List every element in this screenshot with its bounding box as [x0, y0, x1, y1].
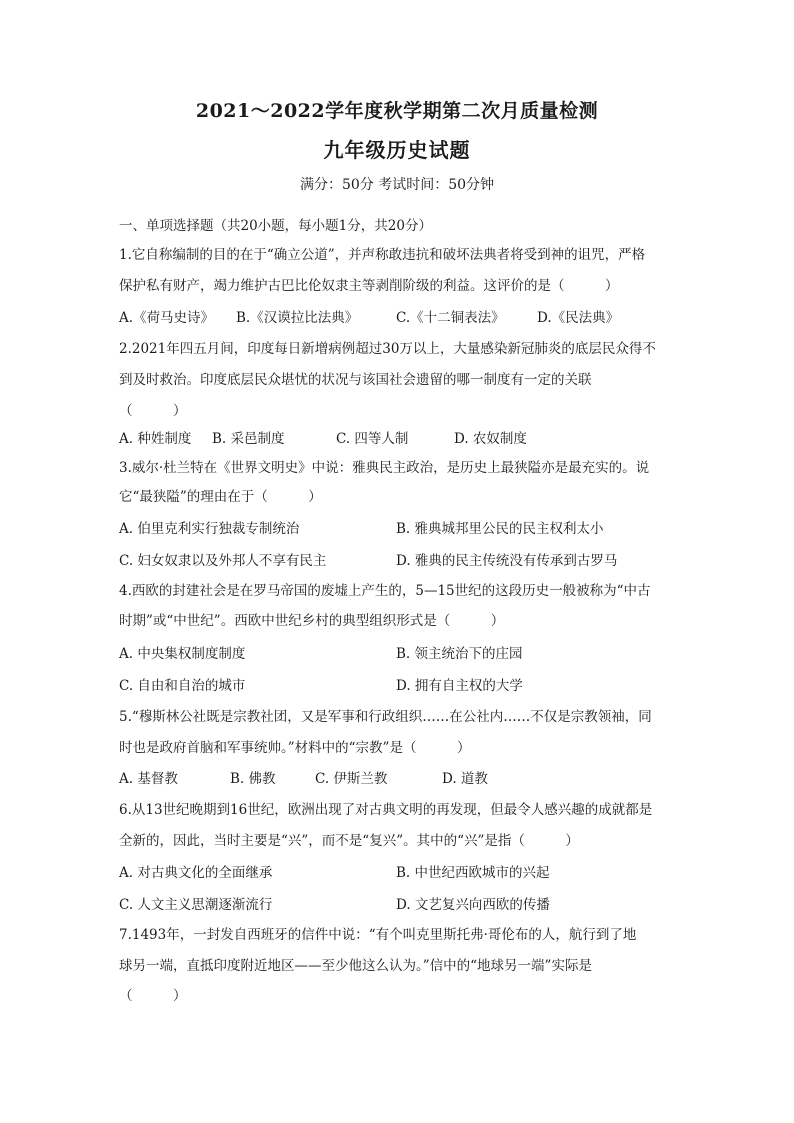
question-1-option-d: D.《民法典》: [537, 310, 620, 326]
question-2-option-b: B. 采邑制度: [212, 431, 285, 447]
question-4-option-a: A. 中央集权制度制度: [119, 646, 246, 662]
question-5-option-a: A. 基督教: [119, 771, 178, 787]
question-1-option-b: B.《汉谟拉比法典》: [236, 310, 359, 326]
question-4-line-1: 4.西欧的封建社会是在罗马帝国的废墟上产生的，5—15世纪的这段历史一般被称为“中古: [119, 583, 651, 599]
question-1-option-c: C.《十二铜表法》: [396, 310, 505, 326]
question-6-option-a: A. 对古典文化的全面继承: [119, 865, 273, 881]
question-6-option-b: B. 中世纪西欧城市的兴起: [396, 865, 550, 881]
question-5-option-c: C. 伊斯兰教: [315, 771, 388, 787]
question-2-line-1: 2.2021年四五月间，印度每日新增病例超过30万以上，大量感染新冠肺炎的底层民众得不: [119, 341, 656, 357]
question-4-option-d: D. 拥有自主权的大学: [396, 678, 523, 694]
question-7-line-1: 7.1493年，一封发自西班牙的信件中说：“有个叫克里斯托弗·哥伦布的人，航行到了地: [119, 927, 637, 943]
question-7-line-3: （ ）: [119, 988, 187, 1004]
question-3-option-b: B. 雅典城邦里公民的民主权利太小: [396, 521, 604, 537]
question-2-line-3: （ ）: [119, 403, 187, 419]
question-3-line-2: 它“最狭隘”的理由在于（ ）: [119, 489, 322, 505]
question-2-line-2: 到及时救治。印度底层民众堪忧的状况与该国社会遗留的哪一制度有一定的关联: [119, 372, 592, 388]
question-2-option-c: C. 四等人制: [336, 431, 409, 447]
exam-subtitle: 九年级历史试题: [323, 138, 471, 162]
question-4-option-c: C. 自由和自治的城市: [119, 678, 246, 694]
question-1-option-a: A.《荷马史诗》: [119, 310, 215, 326]
question-7-line-2: 球另一端，直抵印度附近地区——至少他这么认为。”信中的“地球另一端”实际是: [119, 958, 592, 974]
exam-title: 2021～2022学年度秋学期第二次月质量检测: [195, 100, 599, 122]
question-4-line-2: 时期”或“中世纪”。西欧中世纪乡村的典型组织形式是（ ）: [119, 613, 505, 629]
question-3-option-c: C. 妇女奴隶以及外邦人不享有民主: [119, 553, 327, 569]
question-3-option-a: A. 伯里克利实行独裁专制统治: [119, 521, 300, 537]
question-5-line-1: 5.“穆斯林公社既是宗教社团，又是军事和行政组织……在公社内……不仅是宗教领袖，同: [119, 709, 652, 725]
exam-meta: 满分：50分 考试时间：50分钟: [299, 177, 495, 193]
question-5-option-b: B. 佛教: [230, 771, 276, 787]
question-6-option-c: C. 人文主义思潮逐渐流行: [119, 897, 273, 913]
question-1-line-1: 1.它自称编制的目的在于“确立公道”，并声称敢违抗和破坏法典者将受到神的诅咒，严格: [119, 247, 646, 263]
question-3-line-1: 3.威尔·杜兰特在《世界文明史》中说：雅典民主政治，是历史上最狭隘亦是最充实的。说: [119, 460, 650, 476]
question-5-option-d: D. 道教: [442, 771, 488, 787]
question-6-line-2: 全新的，因此，当时主要是“兴”，而不是“复兴”。其中的“兴”是指（ ）: [119, 833, 579, 849]
question-2-option-a: A. 种姓制度: [119, 431, 192, 447]
question-1-line-2: 保护私有财产，竭力维护古巴比伦奴隶主等剥削阶级的利益。这评价的是（ ）: [119, 278, 619, 294]
section-heading: 一、单项选择题（共20小题，每小题1分，共20分）: [119, 218, 432, 234]
question-6-option-d: D. 文艺复兴向西欧的传播: [396, 897, 550, 913]
question-5-line-2: 时也是政府首脑和军事统帅。”材料中的“宗教”是（ ）: [119, 740, 471, 756]
question-6-line-1: 6.从13世纪晚期到16世纪，欧洲出现了对古典文明的再发现，但最令人感兴趣的成就都是: [119, 802, 653, 818]
question-4-option-b: B. 领主统治下的庄园: [396, 646, 523, 662]
question-2-option-d: D. 农奴制度: [454, 431, 527, 447]
question-3-option-d: D. 雅典的民主传统没有传承到古罗马: [396, 553, 618, 569]
